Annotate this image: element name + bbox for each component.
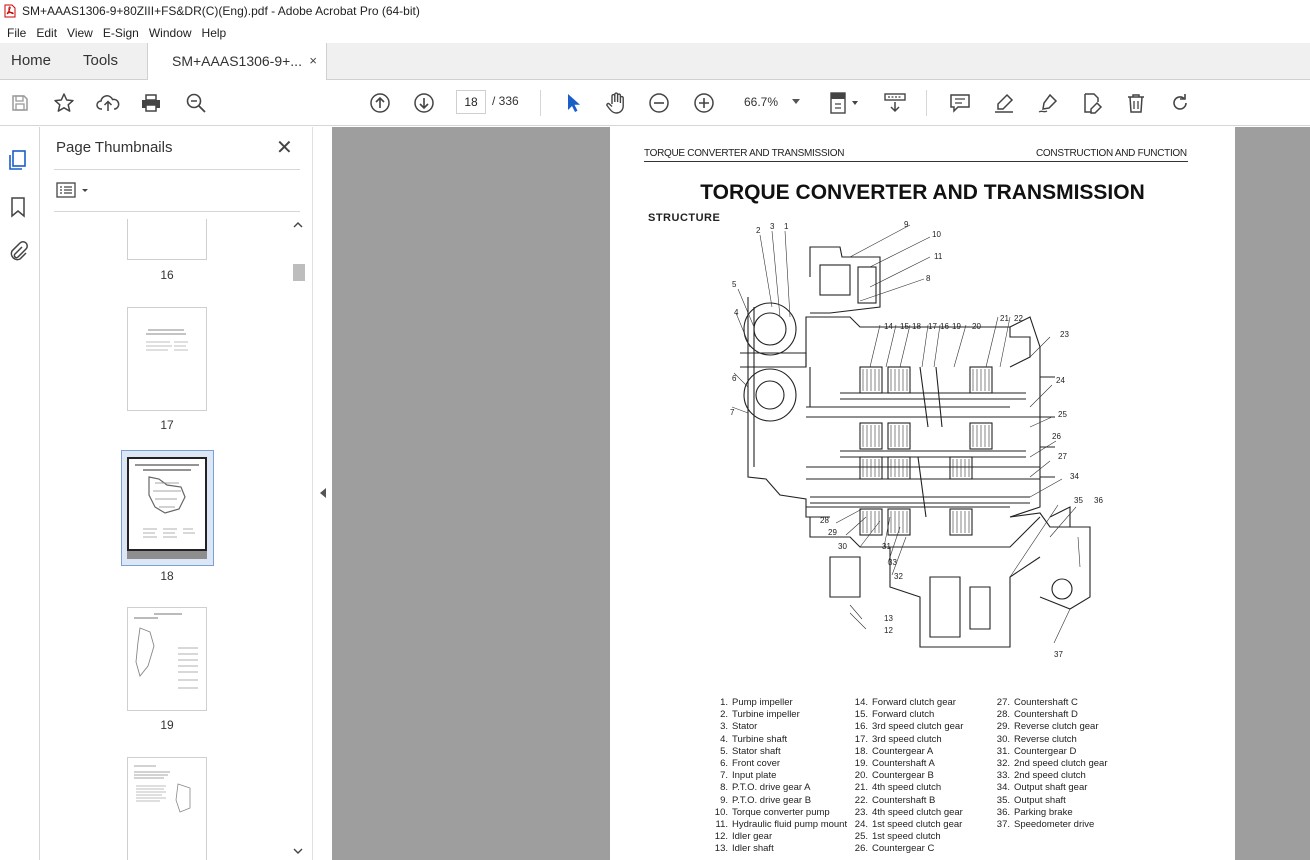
legend-item-text: Idler gear (732, 831, 773, 843)
legend-item (846, 709, 963, 721)
transmission-cross-section-diagram (710, 217, 1230, 657)
legend-item (706, 770, 847, 782)
legend-item-number: 19. (854, 758, 868, 770)
callout-18: 18 (912, 322, 921, 331)
legend-item-number: 21. (854, 782, 868, 794)
attachment-paperclip-icon[interactable] (7, 241, 29, 263)
menu-window[interactable]: Window (148, 25, 192, 40)
page-total: / 336 (492, 94, 519, 108)
legend-item-text: 1st speed clutch (872, 831, 941, 843)
header-rule (644, 161, 1188, 162)
legend-item-number: 23. (854, 806, 868, 818)
callout-2: 2 (756, 226, 761, 235)
callout-33: 33 (888, 558, 897, 567)
legend-item (706, 819, 847, 831)
thumbnail-page-17[interactable] (127, 307, 207, 411)
legend-item-text: Turbine impeller (732, 709, 800, 721)
sign-pen-icon[interactable] (1036, 91, 1060, 115)
callout-13: 13 (884, 614, 893, 623)
legend-item-text: Speedometer drive (1014, 819, 1095, 831)
thumbnail-options-icon[interactable] (56, 181, 92, 199)
bookmark-icon[interactable] (7, 196, 29, 218)
callout-34: 34 (1070, 472, 1079, 481)
collapse-panel-icon[interactable] (320, 488, 326, 498)
document-viewport[interactable] (332, 127, 1310, 860)
legend-item-number: 13. (714, 843, 728, 855)
legend-item (706, 807, 847, 819)
section-subhead: STRUCTURE (648, 212, 721, 224)
star-icon[interactable] (52, 91, 76, 115)
thumbnail-label: 18 (160, 569, 174, 583)
thumbnail-page-18[interactable] (127, 457, 207, 551)
legend-item-number: 29. (996, 721, 1010, 733)
legend-item-number: 31. (996, 745, 1010, 757)
callout-31: 31 (882, 542, 891, 551)
callout-30: 30 (838, 542, 847, 551)
legend-item-text: Turbine shaft (732, 733, 788, 745)
panel-divider (54, 169, 300, 170)
legend-item (846, 843, 963, 855)
legend-item-number: 6. (720, 758, 728, 770)
zoom-out-icon[interactable] (647, 91, 671, 115)
zoom-in-icon[interactable] (692, 91, 716, 115)
legend-item-number: 22. (854, 794, 868, 806)
legend-item (706, 746, 847, 758)
legend-item (988, 697, 1107, 709)
callout-25: 25 (1058, 410, 1067, 419)
legend-item-number: 20. (854, 770, 868, 782)
callout-27: 27 (1058, 452, 1067, 461)
legend-item-number: 12. (714, 831, 728, 843)
legend-item (988, 746, 1107, 758)
legend-item-number: 11. (715, 819, 728, 831)
legend-item (706, 734, 847, 746)
legend-item-number: 17. (854, 733, 868, 745)
select-cursor-icon[interactable] (561, 91, 585, 115)
legend-item (846, 795, 963, 807)
legend-item (846, 770, 963, 782)
legend-item (846, 721, 963, 733)
callout-16: 16 (940, 322, 949, 331)
legend-item-text: 3rd speed clutch gear (872, 721, 964, 733)
callout-10: 10 (932, 230, 941, 239)
legend-item (706, 795, 847, 807)
upload-cloud-icon[interactable] (96, 91, 120, 115)
callout-36: 36 (1094, 496, 1103, 505)
legend-item-number: 4. (720, 733, 728, 745)
legend-item-number: 36. (996, 806, 1010, 818)
legend-item-number: 15. (854, 709, 868, 721)
thumbnail-page-20[interactable] (127, 757, 207, 860)
legend-item (846, 734, 963, 746)
page-number-input[interactable]: 18 (456, 90, 486, 114)
menu-file[interactable]: File (7, 25, 27, 40)
hand-tool-icon[interactable] (604, 91, 628, 115)
callout-37: 37 (1054, 650, 1063, 657)
toolbar-divider (540, 90, 541, 116)
legend-item (846, 831, 963, 843)
legend-item-number: 14. (854, 697, 868, 708)
legend-item-number: 33. (996, 770, 1010, 782)
page-thumbnails-icon[interactable] (7, 149, 29, 171)
page-header-right: CONSTRUCTION AND FUNCTION (1036, 148, 1187, 159)
panel-divider (54, 211, 300, 212)
legend-item (846, 758, 963, 770)
callout-3: 3 (770, 222, 775, 231)
legend-item-text: Countershaft A (872, 758, 935, 770)
menu-edit[interactable]: Edit (36, 25, 58, 40)
panel-splitter[interactable] (312, 127, 332, 860)
legend-item-text: Forward clutch (872, 709, 935, 721)
navigation-rail (0, 127, 40, 860)
thumbnail-label: 16 (160, 268, 174, 282)
panel-close-icon[interactable]: ✕ (276, 137, 293, 159)
legend-item-text: Idler shaft (732, 843, 774, 855)
callout-28: 28 (820, 516, 829, 525)
legend-item (988, 782, 1107, 794)
legend-item-text: Stator shaft (732, 745, 781, 757)
legend-item-text: Countergear D (1014, 745, 1077, 757)
legend-column-3 (988, 697, 1107, 831)
callout-35: 35 (1074, 496, 1083, 505)
legend-item (706, 758, 847, 770)
zoom-value: 66.7% (744, 95, 779, 109)
legend-item-text: Parking brake (1014, 806, 1073, 818)
tab-home[interactable]: Home (11, 52, 52, 69)
callout-32: 32 (894, 572, 903, 581)
menu-help[interactable]: Help (201, 25, 227, 40)
legend-item-text: Torque converter pump (732, 806, 830, 818)
callout-24: 24 (1056, 376, 1065, 385)
legend-item-number: 24. (854, 819, 868, 831)
legend-item-text: Reverse clutch (1014, 733, 1077, 745)
legend-item (988, 819, 1107, 831)
legend-item (988, 770, 1107, 782)
legend-item-text: Countershaft C (1014, 697, 1078, 708)
thumbnail-label: 19 (160, 718, 174, 732)
legend-item-text: Reverse clutch gear (1014, 721, 1099, 733)
legend-item-text: Forward clutch gear (872, 697, 956, 708)
legend-item-number: 16. (854, 721, 868, 733)
thumbnail-page-19[interactable] (127, 607, 207, 711)
window-title: SM+AAAS1306-9+80ZIII+FS&DR(C)(Eng).pdf - Adobe Acrobat Pro (64-bit) (22, 4, 420, 18)
legend-item-text: 2nd speed clutch (1014, 770, 1086, 782)
legend-item (988, 758, 1107, 770)
legend-item-text: 4th speed clutch gear (872, 806, 963, 818)
legend-column-2 (846, 697, 963, 856)
legend-item-text: Pump impeller (732, 697, 793, 708)
legend-item (706, 831, 847, 843)
menu-view[interactable]: View (67, 25, 93, 40)
legend-item-text: Countershaft B (872, 794, 936, 806)
legend-item (706, 782, 847, 794)
legend-item (706, 843, 847, 855)
scrollbar-thumb[interactable] (293, 264, 305, 281)
zoom-search-icon[interactable] (184, 91, 208, 115)
legend-item (846, 807, 963, 819)
legend-item-text: Output shaft gear (1014, 782, 1088, 794)
legend-item-text: 2nd speed clutch gear (1014, 758, 1108, 770)
callout-21: 21 (1000, 314, 1009, 323)
toolbar-divider (926, 90, 927, 116)
legend-item (706, 721, 847, 733)
legend-item-text: Countershaft D (1014, 709, 1078, 721)
save-icon[interactable] (8, 91, 32, 115)
tab-document-label: SM+AAAS1306-9+... (172, 53, 302, 69)
title-bar (0, 0, 1310, 22)
callout-12: 12 (884, 626, 893, 635)
comment-icon[interactable] (948, 91, 972, 115)
legend-item-number: 5. (720, 745, 728, 757)
callout-6: 6 (732, 374, 737, 383)
toolbar (0, 80, 1310, 126)
legend-item-text: 3rd speed clutch (872, 733, 942, 745)
legend-item-number: 26. (854, 843, 868, 855)
legend-item-number: 8. (720, 782, 728, 794)
tab-bar (0, 43, 1310, 80)
chevron-down-icon (792, 99, 800, 104)
legend-item (706, 709, 847, 721)
panel-title: Page Thumbnails (56, 139, 173, 156)
zoom-dropdown[interactable] (734, 90, 804, 114)
callout-1: 1 (784, 222, 789, 231)
legend-item-text: Front cover (732, 758, 781, 770)
menu-esign[interactable]: E-Sign (102, 25, 139, 40)
tab-close-icon[interactable]: × (309, 53, 317, 68)
legend-item-text: Countergear B (872, 770, 934, 782)
legend-item (988, 709, 1107, 721)
legend-item (846, 746, 963, 758)
tab-document[interactable] (147, 43, 327, 80)
legend-item-number: 25. (854, 831, 868, 843)
legend-item-number: 2. (720, 709, 728, 721)
callout-23: 23 (1060, 330, 1069, 339)
tab-tools[interactable]: Tools (83, 52, 119, 69)
page-fit-icon[interactable] (828, 91, 862, 115)
callout-22: 22 (1014, 314, 1023, 323)
callout-17: 17 (928, 322, 937, 331)
legend-item-text: Countergear C (872, 843, 935, 855)
legend-item-text: Stator (732, 721, 758, 733)
pdf-page (610, 127, 1235, 860)
legend-item-number: 7. (720, 770, 728, 782)
legend-item (846, 819, 963, 831)
legend-item-text: Countergear A (872, 745, 934, 757)
legend-item-text: Output shaft (1014, 794, 1066, 806)
legend-item-text: P.T.O. drive gear B (732, 794, 812, 806)
callout-20: 20 (972, 322, 981, 331)
scroll-mode-icon[interactable] (883, 91, 907, 115)
legend-item-number: 32. (996, 758, 1010, 770)
legend-item-text: 1st speed clutch gear (872, 819, 963, 831)
highlight-pen-icon[interactable] (992, 91, 1016, 115)
callout-14: 14 (884, 322, 893, 331)
callout-29: 29 (828, 528, 837, 537)
callout-9: 9 (904, 220, 909, 229)
thumbnail-scrollbar[interactable] (292, 219, 304, 859)
acrobat-icon (4, 4, 16, 18)
callout-4: 4 (734, 308, 739, 317)
callout-26: 26 (1052, 432, 1061, 441)
previous-page-icon[interactable] (368, 91, 392, 115)
legend-item (988, 721, 1107, 733)
legend-item-number: 30. (996, 733, 1010, 745)
legend-item-number: 35. (996, 794, 1010, 806)
thumbnail-label: 17 (160, 418, 174, 432)
thumbnail-viewport-bar (127, 551, 207, 559)
legend-item-number: 3. (720, 721, 728, 733)
callout-19: 19 (952, 322, 961, 331)
edit-pdf-icon[interactable] (1080, 91, 1104, 115)
thumbnail-page-16[interactable] (127, 219, 207, 260)
thumbnails-panel (40, 127, 312, 860)
legend-item-text: Hydraulic fluid pump mount (732, 819, 848, 831)
print-icon[interactable] (139, 91, 163, 115)
next-page-icon[interactable] (412, 91, 436, 115)
legend-item (988, 734, 1107, 746)
legend-item-text: 4th speed clutch (872, 782, 942, 794)
callout-5: 5 (732, 280, 737, 289)
legend-item (988, 795, 1107, 807)
legend-item-number: 34. (996, 782, 1010, 794)
legend-item-number: 1. (720, 697, 728, 708)
legend-item-number: 9. (720, 794, 728, 806)
legend-item-number: 28. (996, 709, 1010, 721)
callout-8: 8 (926, 274, 931, 283)
page-title: TORQUE CONVERTER AND TRANSMISSION (700, 181, 1145, 204)
menu-bar (0, 22, 1310, 43)
legend-item-number: 37. (996, 819, 1010, 831)
legend-item (846, 697, 963, 709)
legend-item-text: Input plate (732, 770, 777, 782)
legend-item-number: 27. (996, 697, 1010, 708)
callout-15: 15 (900, 322, 909, 331)
callout-7: 7 (730, 408, 735, 417)
delete-trash-icon[interactable] (1124, 91, 1148, 115)
legend-item-text: P.T.O. drive gear A (732, 782, 811, 794)
legend-item (846, 782, 963, 794)
legend-item (706, 697, 847, 709)
legend-item (988, 807, 1107, 819)
rotate-icon[interactable] (1168, 91, 1192, 115)
callout-11: 11 (934, 252, 943, 261)
legend-item-number: 18. (854, 745, 868, 757)
legend-column-1 (706, 697, 847, 856)
page-header-left: TORQUE CONVERTER AND TRANSMISSION (644, 148, 845, 159)
legend-item-number: 10. (714, 806, 728, 818)
